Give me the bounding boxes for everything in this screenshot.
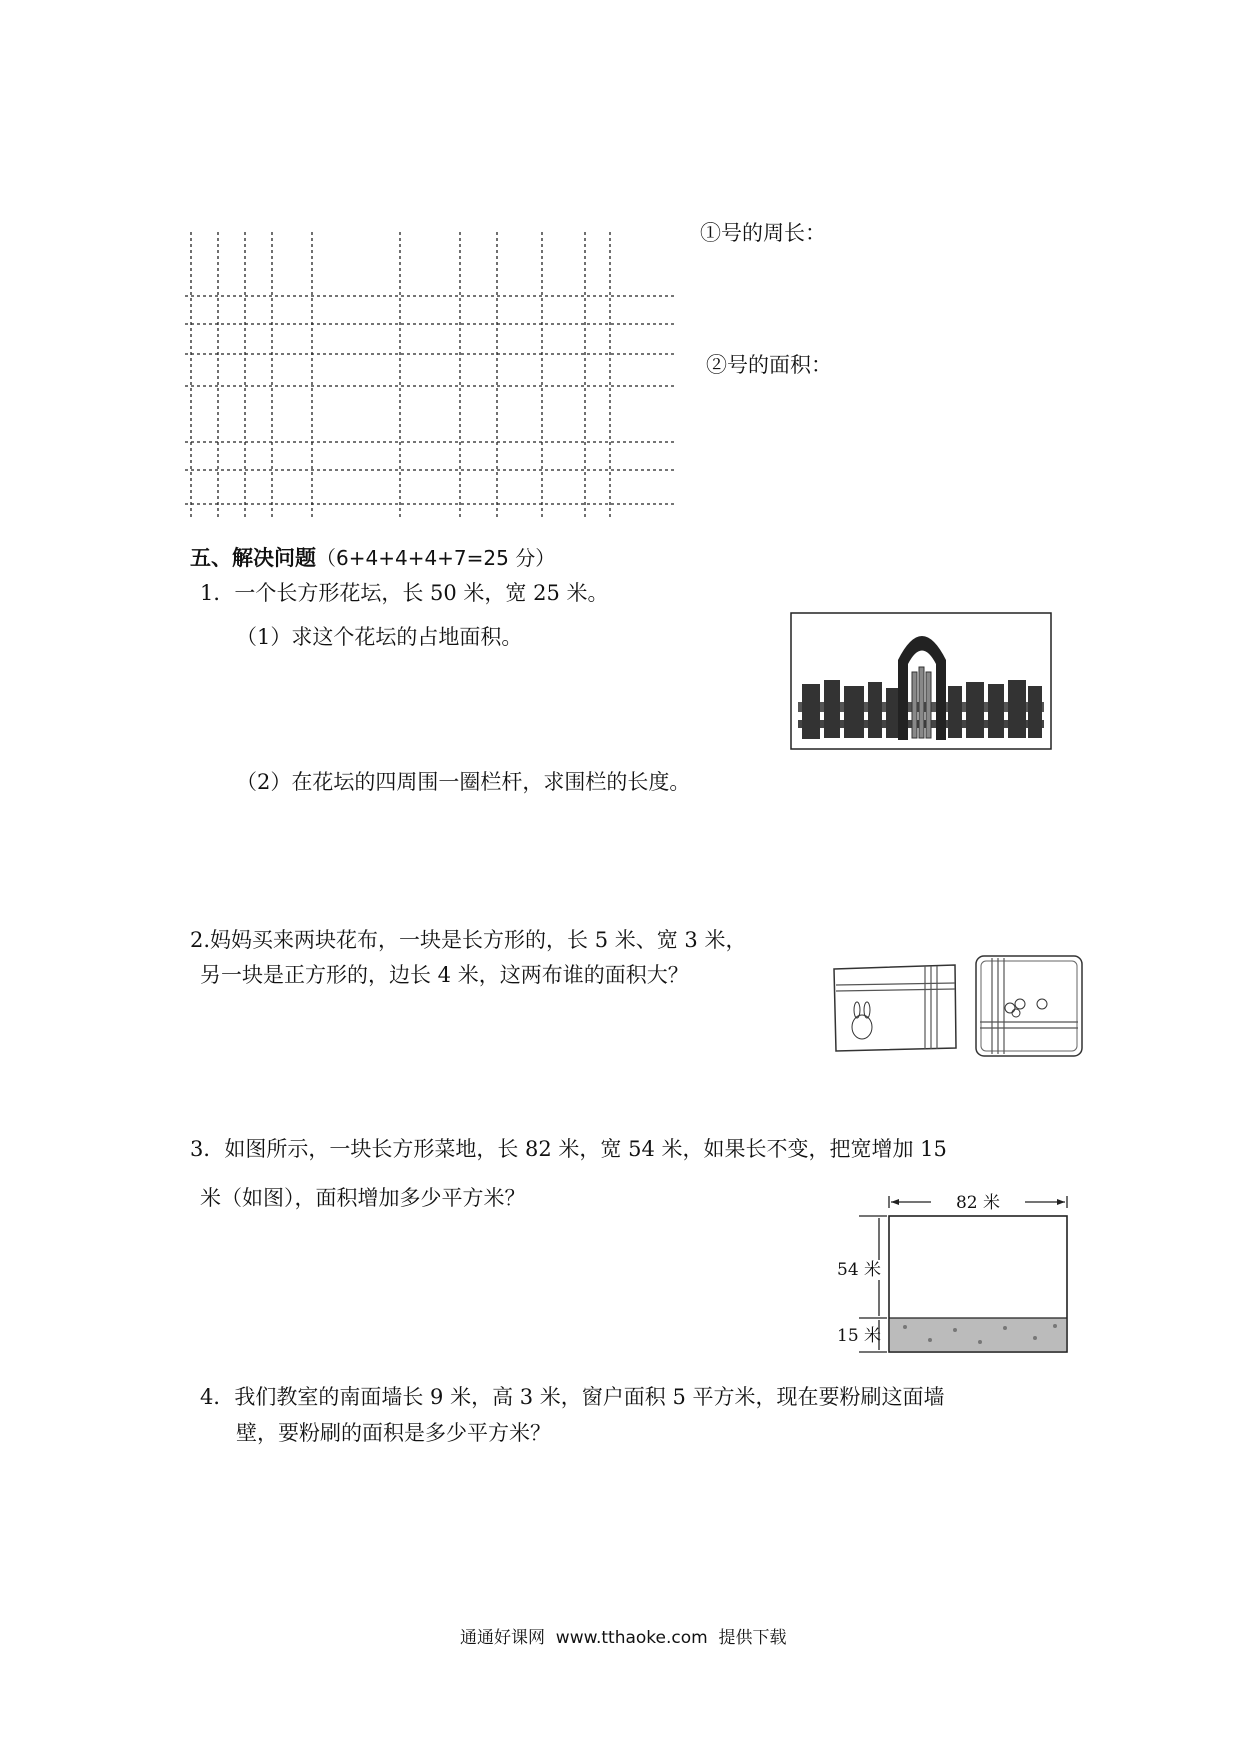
section-title-text: 五、解决问题: [190, 546, 316, 570]
question-4-line-2: 壁，要粉刷的面积是多少平方米？: [236, 1421, 551, 1445]
question-1-part-2: （2）在花坛的四周围一圈栏杆，求围栏的长度。: [236, 770, 691, 794]
question-1: 1．一个长方形花坛，长 50 米，宽 25 米。: [200, 581, 609, 605]
vegetable-field-diagram: [835, 1192, 1080, 1360]
question-3-line-2: 米（如图），面积增加多少平方米？: [200, 1186, 526, 1210]
question-2-line-1: 2.妈妈买来两块花布，一块是长方形的，长 5 米、宽 3 米，: [190, 928, 747, 952]
added-width-label: 15 米: [837, 1326, 882, 1346]
rectangular-cloth-illustration: [830, 963, 960, 1053]
perimeter-label: ①号的周长：: [700, 221, 826, 245]
flower-bed-illustration: [790, 612, 1052, 750]
question-4-line-1: 4．我们教室的南面墙长 9 米，高 3 米，窗户面积 5 平方米，现在要粉刷这面墙: [200, 1385, 945, 1409]
square-cloth-illustration: [970, 950, 1090, 1060]
question-2-line-2: 另一块是正方形的，边长 4 米，这两布谁的面积大？: [200, 963, 689, 987]
question-3-line-1: 3．如图所示，一块长方形菜地，长 82 米，宽 54 米，如果长不变，把宽增加 15: [190, 1137, 947, 1161]
area-label: ②号的面积：: [706, 353, 832, 377]
section-title: [190, 543, 555, 573]
width-label: 54 米: [837, 1260, 882, 1280]
question-1-part-1: （1）求这个花坛的占地面积。: [236, 625, 523, 649]
length-label: 82 米: [955, 1193, 1001, 1213]
footer-text: 通通好课网 www.tthaoke.com 提供下载: [460, 1628, 787, 1648]
section-score: （6+4+4+4+7=25 分）: [316, 546, 556, 570]
dot-grid: [185, 232, 685, 522]
